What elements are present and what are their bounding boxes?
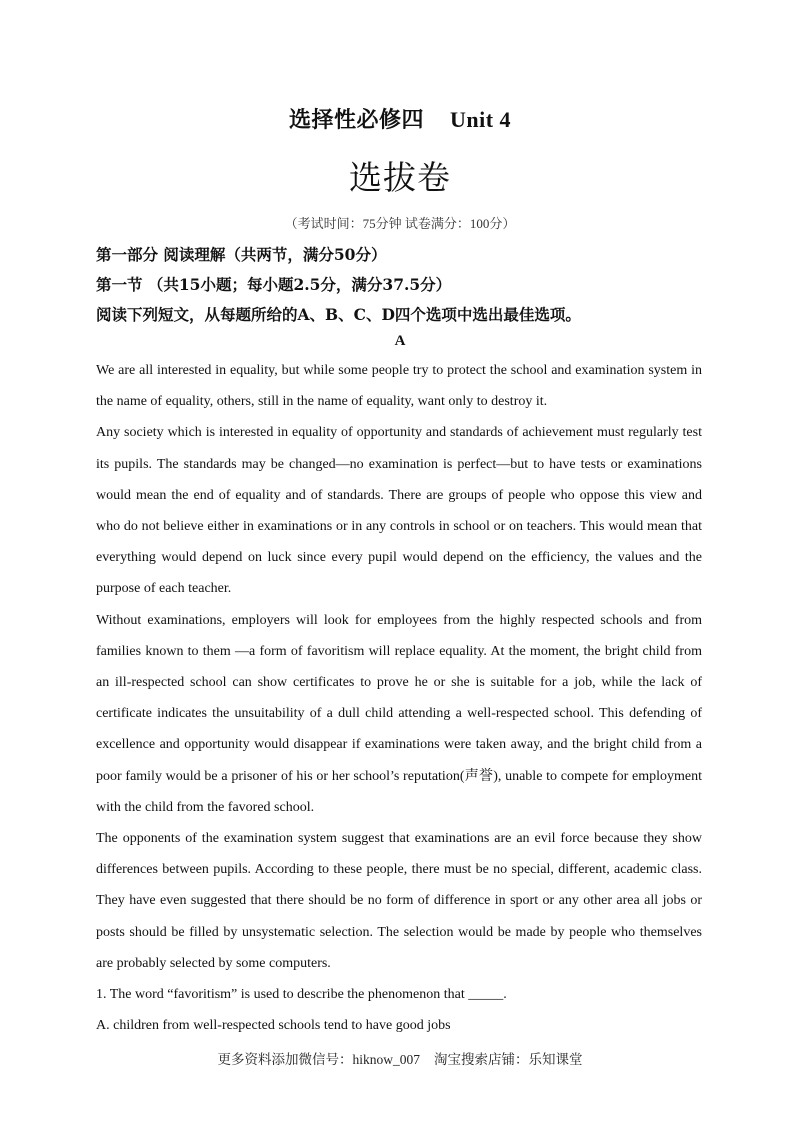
passage-label: A [394, 333, 406, 349]
part-heading: 第一部分 阅读理解（共两节，满分50分） [96, 245, 387, 264]
question-stem: 1. The word “favoritism” is used to describe the phenomenon that _____. [96, 987, 507, 1003]
passage-paragraph: Any society which is interested in equality of opportunity and standards of achievement must regularly test its pupils. The standards may be changed—no examination is perfect—but to have tests or examinations would mean the end of equality and of standards. There are groups of people who oppose this view and who do not believe either in examinations or in any controls in school or on teachers. This would mean that everything would depend on luck since every pupil would depend on the efficiency, the values and the purpose of each teacher. [96, 425, 702, 597]
passage-paragraph: We are all interested in equality, but while some people try to protect the school and examination system in the name of equality, others, still in the name of equality, want only to destroy it. [96, 363, 702, 410]
footer-wechat: 更多资料添加微信号：hiknow_007 [217, 1052, 420, 1067]
footer-shop: 淘宝搜索店铺：乐知课堂 [434, 1052, 583, 1067]
passage-body [96, 355, 702, 1041]
passage-paragraph: Without examinations, employers will look for employees from the highly respected schools and from families known to them —a form of favoritism will replace equality. At the moment, the bright child from an ill-respected school can show certificates to prove he or she is suitable for a job, while the lack of certificate indicates the unsuitability of a dull child attending a well-respected school. This defending of excellence and opportunity would disappear if examinations were taken away, and the bright child from a poor family would be a prisoner of his or her school’s reputation(声誉), unable to compete for employment with the child from the favored school. [96, 612, 702, 815]
question-option-a: A. children from well-respected schools tend to have good jobs [96, 1018, 451, 1034]
title-text: 选择性必修四 [288, 107, 424, 132]
passage-paragraph: The opponents of the examination system suggest that examinations are an evil force because they show differences between pupils. According to these people, there must be no special, different, academic class. They have even suggested that there should be no form of difference in sport or any other area all jobs or posts should be filled by unsystematic selection. The selection would be made by people who themselves are probably selected by some computers. [96, 831, 702, 971]
exam-info: （考试时间：75分钟 试卷满分：100分） [284, 216, 516, 231]
page-subtitle: 选拔卷 [349, 158, 451, 197]
instruction-text: 阅读下列短文，从每题所给的A、B、C、D四个选项中选出最佳选项。 [96, 305, 581, 324]
page-title [0, 103, 800, 134]
section-heading: 第一节 （共15小题；每小题2.5分，满分37.5分） [96, 275, 452, 294]
page-footer [0, 1048, 800, 1068]
unit-label: Unit 4 [449, 107, 512, 132]
